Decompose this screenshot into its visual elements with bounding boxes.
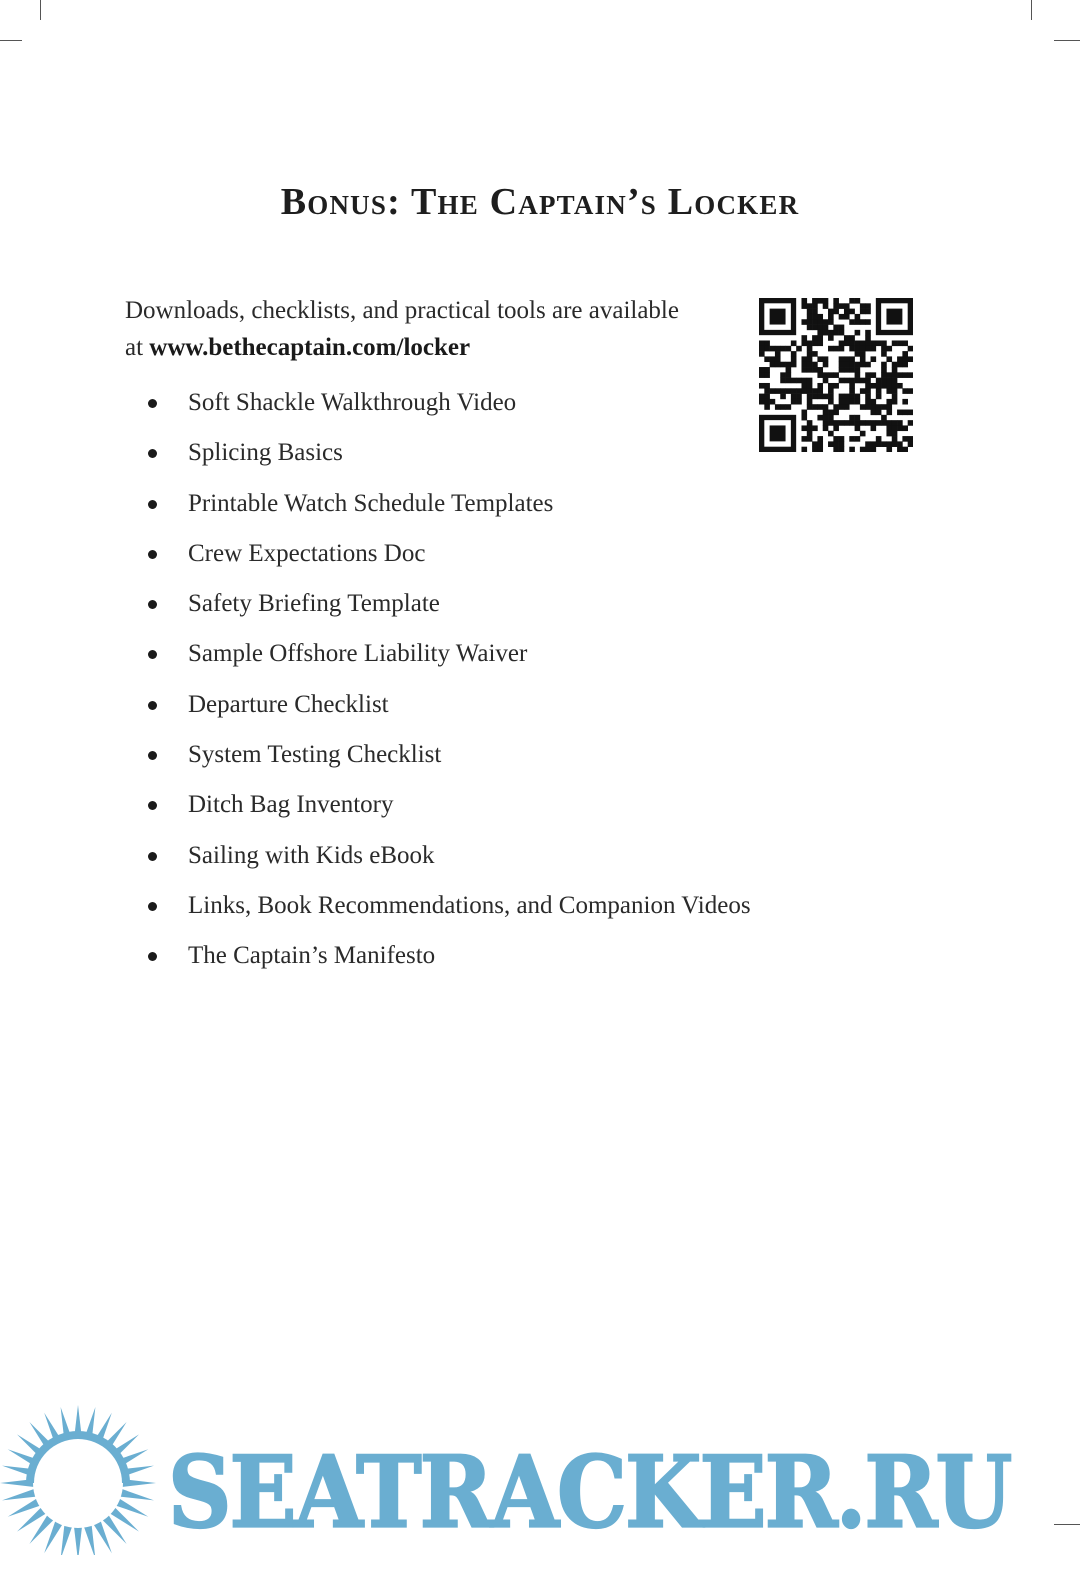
list-item [140,935,751,985]
list-item [140,533,751,583]
list-item [140,684,751,734]
list-item-label: Ditch Bag Inventory [188,791,394,819]
list-item [140,633,751,683]
list-item-label: Sailing with Kids eBook [188,841,435,869]
crop-mark [0,40,22,41]
list-item [140,734,751,784]
list-item [140,483,751,533]
bullet-icon [148,801,157,810]
bullet-icon [148,902,157,911]
sun-icon [0,1405,156,1555]
list-item [140,583,751,633]
bullet-icon [148,399,157,408]
qr-code[interactable] [759,298,913,452]
intro-prefix: at [125,334,150,361]
sun-ray [2,1489,36,1501]
bullet-icon [148,701,157,710]
sun-ray [84,1525,96,1555]
locker-url-link[interactable]: www.bethecaptain.com/locker [149,334,471,361]
bullet-icon [148,500,157,509]
list-item [140,784,751,834]
list-item-label: Crew Expectations Doc [188,539,426,567]
intro-paragraph [125,292,725,366]
list-item-label: Soft Shackle Walkthrough Video [188,389,517,416]
sun-ray [61,1525,73,1555]
page-title: Bonus: The Captain’s Locker [280,181,800,223]
list-item-label: System Testing Checklist [188,741,442,769]
list-item-label: Sample Offshore Liability Waiver [188,640,528,668]
bullet-icon [148,650,157,659]
list-item [140,432,751,482]
list-item-label: Links, Book Recommendations, and Companion Videos [188,891,751,919]
bullet-icon [148,600,157,609]
intro-line1: Downloads, checklists, and practical tools are available [125,297,679,324]
list-item [140,382,751,432]
list-item-label: Splicing Basics [188,439,343,467]
bullet-icon [148,952,157,961]
list-item-label: Printable Watch Schedule Templates [188,489,554,517]
bullet-icon [148,751,157,760]
list-item-label: Departure Checklist [188,690,389,718]
bullet-icon [148,852,157,861]
list-item [140,885,751,935]
list-item-label: The Captain’s Manifesto [188,942,436,970]
list-item-label: Safety Briefing Template [188,590,440,618]
crop-mark [40,0,41,20]
sun-ray [74,1527,82,1555]
bullet-icon [148,449,157,458]
crop-mark [1054,40,1080,41]
list-item [140,835,751,885]
crop-mark [1031,0,1032,20]
locker-items-list [140,382,751,986]
sun-ray [120,1489,154,1501]
bullet-icon [148,550,157,559]
watermark-text: SEATRACKER.RU [168,1433,1011,1551]
